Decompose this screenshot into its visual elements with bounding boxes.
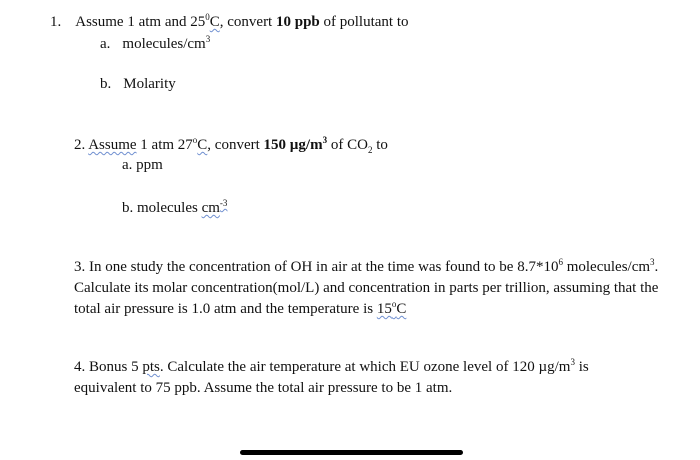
subscript: 2 — [367, 145, 373, 155]
text: Assume 1 atm and 25 — [75, 14, 206, 30]
question-number: 1. — [50, 14, 62, 30]
question-1-stem — [50, 13, 409, 31]
home-indicator[interactable] — [240, 450, 463, 455]
degree-sign: o — [192, 135, 198, 145]
item-label: a. — [100, 36, 111, 52]
question-2a: a. ppm — [122, 157, 163, 173]
text: Assume — [88, 137, 137, 153]
question-1a — [100, 35, 210, 53]
text: of pollutant to — [319, 14, 409, 30]
bold-value: 150 µg/m — [263, 137, 323, 153]
text: . Calculate the air temperature at which EU ozone level of 120 µg/m — [159, 359, 571, 375]
unit: cm — [201, 200, 220, 216]
text: molecules/cm — [122, 36, 206, 52]
superscript: 6 — [558, 257, 563, 267]
question-1b — [100, 75, 176, 93]
text: of CO — [327, 137, 368, 153]
text: b. molecules — [122, 200, 202, 216]
text: 3. In one study the concentration of OH in air at the time was found to be 8.7*10 — [74, 259, 559, 275]
superscript: 3 — [322, 135, 328, 145]
text: , convert — [219, 14, 276, 30]
temperature-value: 15 — [376, 301, 392, 317]
text: total air pressure is 1.0 atm and the temperature is — [74, 301, 377, 317]
bold-value: 10 ppb — [275, 14, 320, 30]
superscript: -3 — [219, 198, 228, 208]
points: pts — [142, 359, 160, 375]
superscript: 3 — [650, 257, 655, 267]
text: Molarity — [123, 76, 176, 92]
item-label: b. — [100, 76, 112, 92]
question-3-line-1 — [74, 258, 658, 276]
question-3-line-3 — [74, 300, 406, 318]
text: 1 atm 27 — [136, 137, 193, 153]
question-number: 2. — [74, 137, 86, 153]
degree-sign: 0 — [205, 12, 210, 22]
degree-sign: o — [391, 299, 397, 309]
superscript: 3 — [205, 34, 211, 44]
celsius: C — [209, 14, 220, 30]
question-4-line-1 — [74, 358, 589, 376]
celsius: C — [396, 301, 407, 317]
superscript: 3 — [570, 357, 575, 367]
text: to — [372, 137, 388, 153]
text: molecules/cm — [562, 259, 651, 275]
question-2b — [122, 199, 227, 217]
text: . — [654, 259, 659, 275]
text: is — [574, 359, 589, 375]
question-3-line-2: Calculate its molar concentration(mol/L) and concentration in parts per trillion, assuming that the — [74, 280, 659, 296]
celsius: C — [197, 137, 208, 153]
text: 4. Bonus 5 — [74, 359, 143, 375]
temperature — [377, 301, 407, 317]
text: , convert — [207, 137, 264, 153]
question-2-stem — [74, 136, 388, 154]
question-4-line-2: equivalent to 75 ppb. Assume the total air pressure to be 1 atm. — [74, 380, 453, 396]
